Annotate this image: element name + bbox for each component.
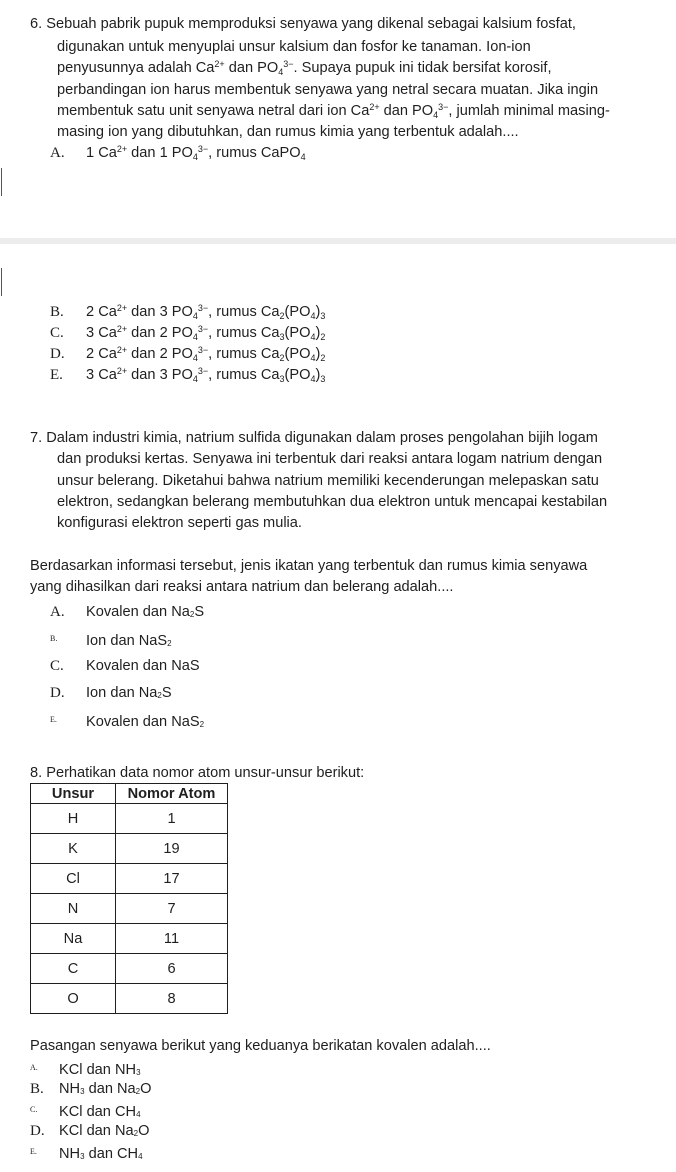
table-row bbox=[31, 834, 228, 864]
table-row bbox=[31, 954, 228, 984]
q7-option-e[interactable]: E. Kovalen dan NaS2 bbox=[50, 714, 205, 730]
q7-line-5: konfigurasi elektron seperti gas mulia. bbox=[57, 515, 302, 531]
atomic-number-cell: 8 bbox=[116, 984, 228, 1014]
q6-line-3: penyusunnya adalah $Ca^{2+}$ dan $PO_4^{3-}$. Supaya pupuk ini tidak bersifat korosif, bbox=[57, 59, 552, 77]
q8-option-b[interactable]: B. NH3 dan Na2O bbox=[30, 1081, 152, 1097]
table-row bbox=[31, 894, 228, 924]
table-header-row bbox=[31, 784, 228, 804]
q7-line-3: unsur belerang. Diketahui bahwa natrium memiliki kecenderungan melepaskan satu bbox=[57, 473, 599, 489]
table-row bbox=[31, 804, 228, 834]
q8-option-a[interactable]: A. KCl dan NH3 bbox=[30, 1062, 141, 1078]
atomic-number-cell: 7 bbox=[116, 894, 228, 924]
element-cell: N bbox=[31, 894, 116, 924]
q7-line-2: dan produksi kertas. Senyawa ini terbentuk dari reaksi antara logam natrium dengan bbox=[57, 451, 603, 467]
q7-line-4: elektron, sedangkan belerang membutuhkan dua elektron untuk mencapai kestabilan bbox=[57, 494, 608, 510]
q6-option-c[interactable]: C. 3 $Ca^{2+}$ dan 2 $PO_4^{3-}$, rumus $Ca_3(PO_4)_2$ bbox=[50, 324, 326, 342]
atomic-number-cell: 1 bbox=[116, 804, 228, 834]
atomic-number-cell: 6 bbox=[116, 954, 228, 984]
q7-para2-line-2: yang dihasilkan dari reaksi antara natrium dan belerang adalah.... bbox=[30, 579, 454, 595]
q7-para2-line-1: Berdasarkan informasi tersebut, jenis ikatan yang terbentuk dan rumus kimia senyawa bbox=[30, 558, 588, 574]
atomic-number-cell: 11 bbox=[116, 924, 228, 954]
q7-option-c[interactable]: C. Kovalen dan NaS bbox=[50, 658, 200, 674]
page-divider bbox=[0, 238, 676, 244]
q7-line-1: 7. Dalam industri kimia, natrium sulfida digunakan dalam proses pengolahan bijih logam bbox=[30, 430, 598, 446]
table-header-cell: Unsur bbox=[31, 784, 116, 804]
table-row bbox=[31, 864, 228, 894]
q7-option-d[interactable]: D. Ion dan Na2S bbox=[50, 685, 172, 701]
q6-line-6: masing ion yang dibutuhkan, dan rumus kimia yang terbentuk adalah.... bbox=[57, 124, 519, 140]
q6-line-5: membentuk satu unit senyawa netral dari ion $Ca^{2+}$ dan $PO_4^{3-}$, jumlah minimal masing- bbox=[57, 102, 610, 120]
q6-option-d[interactable]: D. 2 $Ca^{2+}$ dan 2 $PO_4^{3-}$, rumus $Ca_2(PO_4)_2$ bbox=[50, 345, 326, 363]
table-row bbox=[31, 924, 228, 954]
atomic-number-table bbox=[30, 783, 228, 1014]
q7-option-a[interactable]: A. Kovalen dan Na2S bbox=[50, 604, 205, 620]
q6-option-a[interactable]: A. 1 $Ca^{2+}$ dan 1 $PO_4^{3-}$, rumus CaPO$_4$ bbox=[50, 144, 306, 162]
page-edge-marker bbox=[1, 168, 2, 196]
q6-option-e[interactable]: E. 3 $Ca^{2+}$ dan 3 $PO_4^{3-}$, rumus $Ca_3(PO_4)_3$ bbox=[50, 366, 326, 384]
table-header-cell: Nomor Atom bbox=[116, 784, 228, 804]
element-cell: Na bbox=[31, 924, 116, 954]
q8-title: 8. Perhatikan data nomor atom unsur-unsur berikut: bbox=[30, 765, 365, 781]
element-cell: Cl bbox=[31, 864, 116, 894]
q6-option-b[interactable]: B. 2 $Ca^{2+}$ dan 3 $PO_4^{3-}$, rumus $Ca_2(PO_4)_3$ bbox=[50, 303, 326, 321]
element-cell: K bbox=[31, 834, 116, 864]
q8-option-d[interactable]: D. KCl dan Na2O bbox=[30, 1123, 150, 1139]
q8-option-c[interactable]: C. KCl dan CH4 bbox=[30, 1104, 141, 1120]
q8-question: Pasangan senyawa berikut yang keduanya berikatan kovalen adalah.... bbox=[30, 1038, 491, 1054]
element-cell: O bbox=[31, 984, 116, 1014]
element-cell: H bbox=[31, 804, 116, 834]
atomic-number-cell: 19 bbox=[116, 834, 228, 864]
q7-option-b[interactable]: B. Ion dan NaS2 bbox=[50, 633, 172, 649]
atomic-number-cell: 17 bbox=[116, 864, 228, 894]
element-cell: C bbox=[31, 954, 116, 984]
q6-line-1: 6. Sebuah pabrik pupuk memproduksi senyawa yang dikenal sebagai kalsium fosfat, bbox=[30, 16, 576, 32]
page-edge-marker bbox=[1, 268, 2, 296]
q6-line-2: digunakan untuk menyuplai unsur kalsium dan fosfor ke tanaman. Ion-ion bbox=[57, 39, 531, 55]
q8-option-e[interactable]: E. NH3 dan CH4 bbox=[30, 1146, 143, 1162]
table-row bbox=[31, 984, 228, 1014]
q6-line-4: perbandingan ion harus membentuk senyawa yang netral secara muatan. Jika ingin bbox=[57, 82, 599, 98]
